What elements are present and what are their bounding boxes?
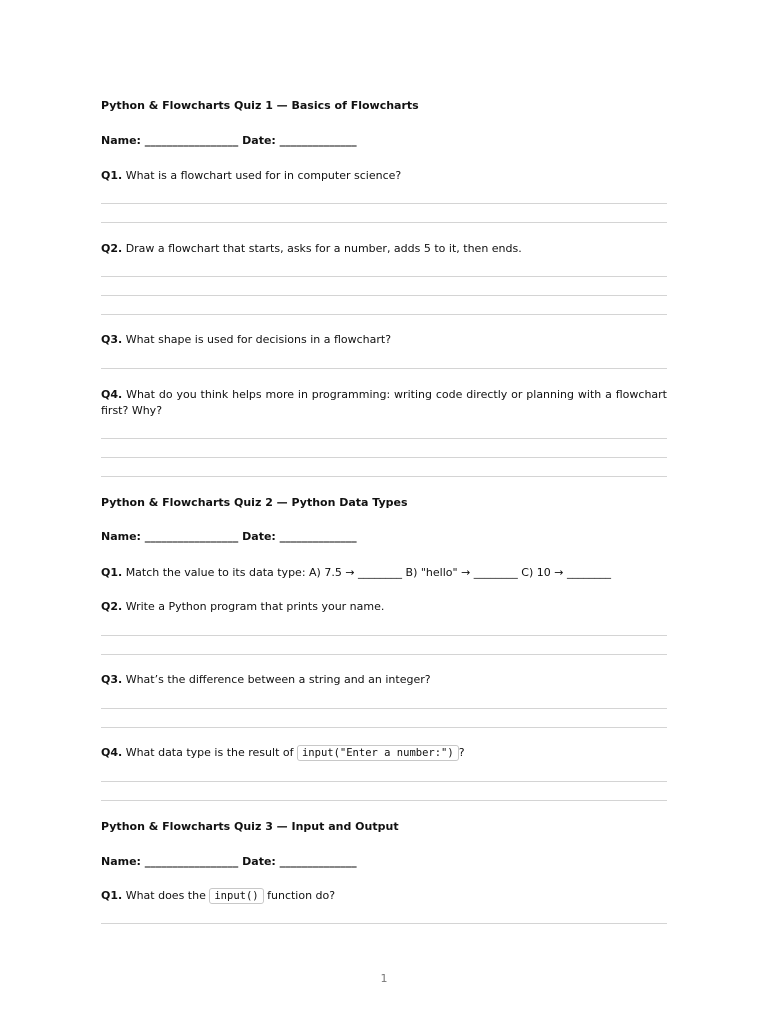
quiz-1-question-1 <box>101 168 667 184</box>
question-text: What is a flowchart used for in computer science? <box>125 169 402 182</box>
question-number: Q2. <box>101 600 123 613</box>
date-blank: ______________ <box>279 134 357 147</box>
date-label: Date: <box>242 530 276 543</box>
answer-line <box>101 222 667 223</box>
question-text: Match the value to its data type: A) 7.5 → ________ B) "hello" → ________ C) 10 → ________ <box>125 566 611 579</box>
quiz-2-title: Python & Flowcharts Quiz 2 — Python Data Types <box>101 496 408 509</box>
answer-line <box>101 708 667 709</box>
question-text: What data type is the result of <box>125 746 294 759</box>
date-blank: ______________ <box>279 855 357 868</box>
date-blank: ______________ <box>279 530 357 543</box>
quiz-2-question-2 <box>101 599 667 615</box>
question-number: Q4. <box>101 388 123 401</box>
name-blank: _________________ <box>144 530 239 543</box>
answer-line <box>101 654 667 655</box>
answer-line <box>101 476 667 477</box>
name-label: Name: <box>101 530 141 543</box>
name-label: Name: <box>101 134 141 147</box>
answer-line <box>101 203 667 204</box>
answer-line <box>101 800 667 801</box>
question-number: Q1. <box>101 566 123 579</box>
answer-line <box>101 295 667 296</box>
date-label: Date: <box>242 134 276 147</box>
date-label: Date: <box>242 855 276 868</box>
question-text-end: ? <box>458 746 465 759</box>
question-text: What do you think helps more in programming: writing code directly or planning with a flowchart first? Why? <box>101 388 667 417</box>
answer-line <box>101 923 667 924</box>
question-number: Q2. <box>101 242 123 255</box>
code-snippet: input() <box>209 888 263 904</box>
quiz-2-name-date-row <box>101 529 667 545</box>
question-text-end: function do? <box>267 889 336 902</box>
question-text: What does the <box>125 889 206 902</box>
question-number: Q4. <box>101 746 123 759</box>
quiz-1-question-4 <box>101 387 667 419</box>
quiz-2-question-3 <box>101 672 667 688</box>
question-number: Q1. <box>101 889 123 902</box>
quiz-2-question-1 <box>101 565 667 581</box>
quiz-1-title: Python & Flowcharts Quiz 1 — Basics of Flowcharts <box>101 99 419 112</box>
quiz-1-question-3 <box>101 332 667 348</box>
question-text: Write a Python program that prints your name. <box>125 600 385 613</box>
answer-line <box>101 635 667 636</box>
question-text: What’s the difference between a string and an integer? <box>125 673 431 686</box>
page-number: 1 <box>380 972 388 985</box>
answer-line <box>101 438 667 439</box>
question-number: Q3. <box>101 673 123 686</box>
quiz-1-name-date-row <box>101 133 667 149</box>
quiz-1-question-2 <box>101 241 667 257</box>
answer-line <box>101 368 667 369</box>
answer-line <box>101 276 667 277</box>
answer-line <box>101 727 667 728</box>
answer-line <box>101 314 667 315</box>
question-number: Q3. <box>101 333 123 346</box>
quiz-2-question-4 <box>101 745 667 761</box>
question-text: What shape is used for decisions in a flowchart? <box>125 333 392 346</box>
quiz-3-question-1 <box>101 888 667 904</box>
name-blank: _________________ <box>144 134 239 147</box>
quiz-3-name-date-row <box>101 854 667 870</box>
answer-line <box>101 781 667 782</box>
question-number: Q1. <box>101 169 123 182</box>
code-snippet: input("Enter a number:") <box>297 745 459 761</box>
name-blank: _________________ <box>144 855 239 868</box>
question-text: Draw a flowchart that starts, asks for a number, adds 5 to it, then ends. <box>125 242 522 255</box>
quiz-3-title: Python & Flowcharts Quiz 3 — Input and Output <box>101 820 399 833</box>
answer-line <box>101 457 667 458</box>
name-label: Name: <box>101 855 141 868</box>
